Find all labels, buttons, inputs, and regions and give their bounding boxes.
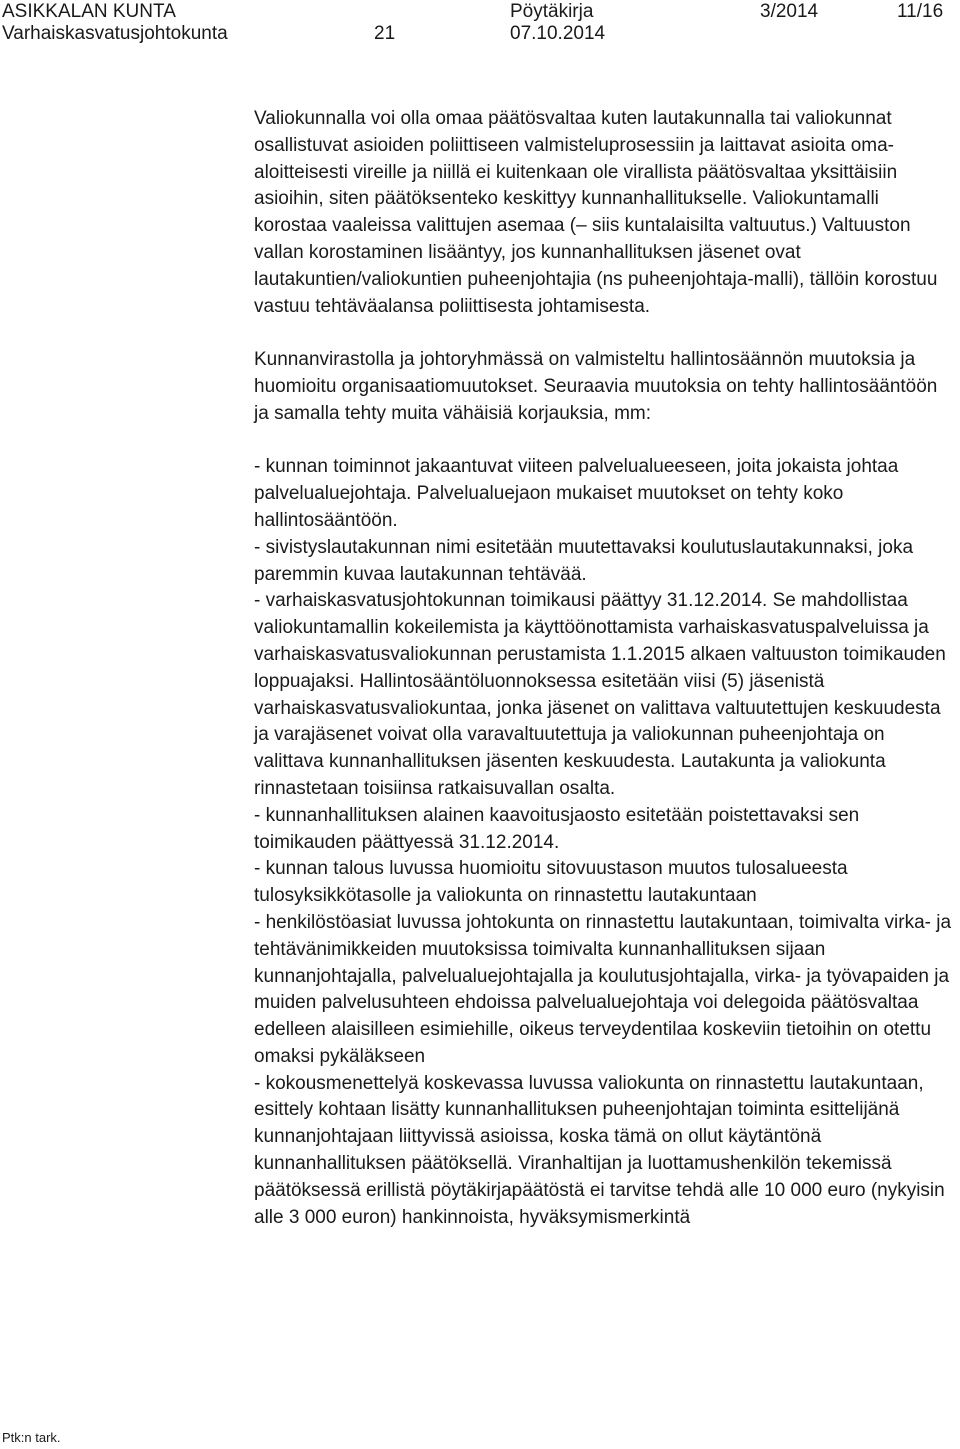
document-body <box>254 106 954 1231</box>
list-item: - sivistyslautakunnan nimi esitetään muutettavaksi koulutuslautakunnaksi, joka paremmin kuvaa lautakunnan tehtävää. <box>254 536 914 585</box>
list-item: - henkilöstöasiat luvussa johtokunta on rinnastettu lautakuntaan, toimivalta virka- ja tehtävänimikkeiden muutoksissa toimivalta kunnanhallituksen sijaan kunnanjohtajalla, palvelualuejohtajalla ja koulutusjohtajalla, virka- ja työvapaiden ja muiden palvelusuhteen ehdoissa palvelualuejohtaja voi delegoida päätösvaltaa edelleen alaisilleen esimiehille, oikeus terveydentilaa koskeviin tietoihin on otettu omaksi pykäläkseen <box>254 911 952 1067</box>
changes-list <box>254 454 954 1231</box>
meeting-date: 07.10.2014 <box>510 23 606 44</box>
list-item: - varhaiskasvatusjohtokunnan toimikausi päättyy 31.12.2014. Se mahdollistaa valiokuntamallin kokeilemista ja käyttöönottamista varhaiskasvatuspalveluissa ja varhaiskasvatusvaliokunnan perustamista 1.1.2015 alkaen valtuuston toimikauden loppuajaksi. Hallintosääntöluonnoksessa esitetään viisi (5) jäsenistä varhaiskasvatusvaliokuntaa, jonka jäsenet on valittava valtuutettujen keskuudesta ja varajäsenet voivat olla varavaltuutettuja ja valiokunnan puheenjohtaja on valittava kunnanhallituksen jäsenten keskuudesta. Lautakunta ja valiokunta rinnastetaan toisiinsa ratkaisuvallan osalta. <box>254 590 946 799</box>
list-item: - kokousmenettelyä koskevassa luvussa valiokunta on rinnastettu lautakuntaan, esittely kohtaan lisätty kunnanhallituksen puheenjohtajan toiminta esittelijänä kunnanjohtajaan liittyvissä asioissa, koska tämä on ollut käytäntönä kunnanhallituksen päätöksellä. Viranhaltijan ja luottamushenkilön tekemissä päätöksessä erillistä pöytäkirjapäätöstä ei tarvitse tehdä alle 10 000 euro (nykyisin alle 3 000 euron) hankinnoista, hyväksymismerkintä <box>254 1072 945 1228</box>
section-number: 21 <box>374 23 396 44</box>
list-item: - kunnan talous luvussa huomioitu sitovuustason muutos tulosalueesta tulosyksikkötasolle ja valiokunta on rinnastettu lautakuntaan <box>254 858 848 907</box>
initials-label: Ptk:n tark. <box>2 1430 61 1445</box>
municipality-name: ASIKKALAN KUNTA <box>2 1 176 22</box>
list-item: - kunnanhallituksen alainen kaavoitusjaosto esitetään poistettavaksi sen toimikauden päättyessä 31.12.2014. <box>254 804 860 853</box>
paragraph-changes-intro: Kunnanvirastolla ja johtoryhmässä on valmisteltu hallintosäännön muutoksia ja huomioitu organisaatiomuutokset. Seuraavia muutoksia on tehty hallintosääntöön ja samalla tehty muita vähäisiä korjauksia, mm: <box>254 349 938 424</box>
page-number: 11/16 <box>897 1 944 22</box>
body-name: Varhaiskasvatusjohtokunta <box>2 23 228 44</box>
document-number: 3/2014 <box>760 1 819 22</box>
list-item: - kunnan toiminnot jakaantuvat viiteen palvelualueeseen, joita jokaista johtaa palvelualuejohtaja. Palvelualuejaon mukaiset muutokset on tehty koko hallintosääntöön. <box>254 456 899 531</box>
paragraph-organisation: Valiokunnalla voi olla omaa päätösvaltaa kuten lautakunnalla tai valiokunnat osallistuvat asioiden poliittiseen valmisteluprosessiin ja laittavat asioita oma-aloitteisesti vireille ja niillä ei kuitenkaan ole virallista päätösvaltaa yksittäisiin asioihin, siten päätöksenteko keskittyy kunnanhallitukselle. Valiokuntamalli korostaa vaaleissa valittujen asemaa (– siis kuntalaisilta valtuutus.) Valtuuston vallan korostaminen lisääntyy, jos kunnanhallituksen jäsenet ovat lautakuntien/valiokuntien puheenjohtajia (ns puheenjohtaja-malli), tällöin korostuu vastuu tehtäväalansa poliittisesta johtamisesta. <box>254 108 938 317</box>
document-type: Pöytäkirja <box>510 1 594 22</box>
